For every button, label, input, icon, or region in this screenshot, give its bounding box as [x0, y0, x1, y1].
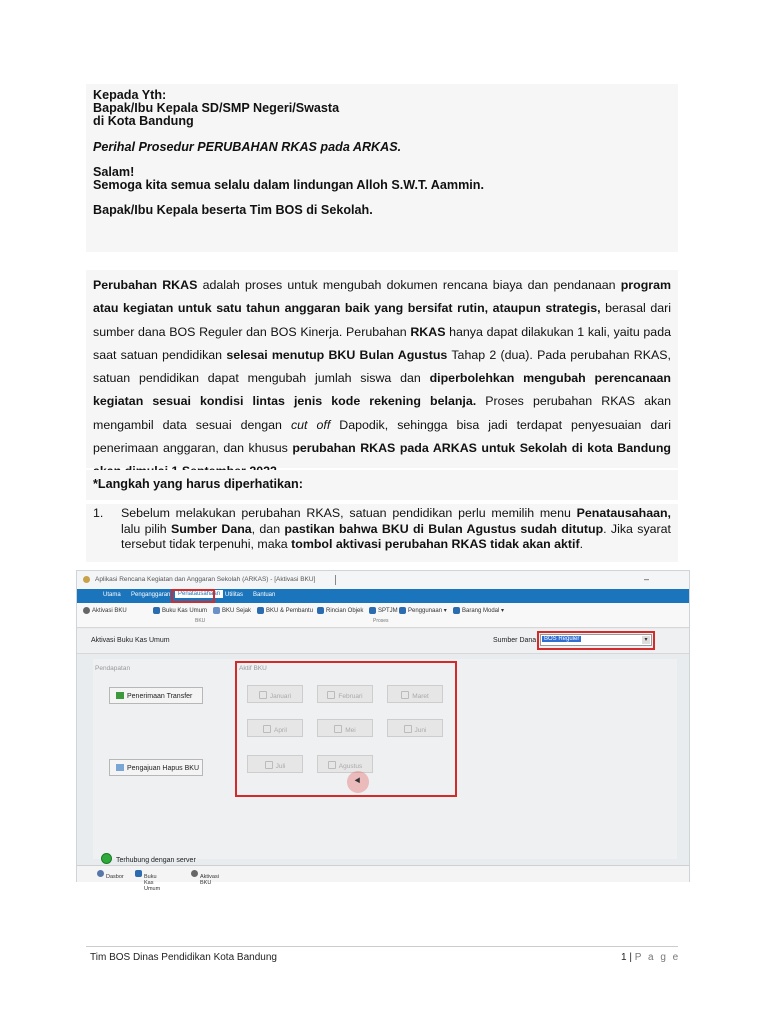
step-text: [121, 506, 671, 553]
taskbar-dasbor[interactable]: Dasbor: [97, 870, 106, 878]
bold-segment: pastikan bahwa BKU di Bulan Agustus sudah ditutup: [284, 521, 604, 536]
toolbar-bku-sejak[interactable]: BKU Sejak: [213, 607, 251, 614]
taskbar-buku-kas-umum[interactable]: Buku Kas Umum: [135, 870, 144, 878]
menu-utilitas[interactable]: Utilitas: [225, 592, 244, 598]
text-segment: Proses perubahan RKAS akan mengambil data sesuai dengan: [93, 394, 671, 432]
text-segment: berasal dari sumber dana BOS Reguler dan BOS Kinerja. Perubahan: [93, 301, 672, 339]
toolbar-sptjm[interactable]: SPTJM: [369, 607, 398, 614]
menu-bantuan[interactable]: Bantuan: [253, 592, 276, 598]
window-title: Aplikasi Rencana Kegiatan dan Anggaran Sekolah (ARKAS) - [Aktivasi BKU]: [95, 576, 316, 583]
highlight-penatausahaan: [171, 589, 215, 603]
recipient-line-3: di Kota Bandung: [93, 114, 194, 129]
menu-penganggaran[interactable]: Penganggaran: [131, 592, 171, 598]
month-button-februari[interactable]: Februari: [317, 685, 373, 703]
window-titlebar: [77, 571, 689, 589]
month-button-maret[interactable]: Maret: [387, 685, 443, 703]
address-line: Bapak/Ibu Kepala beserta Tim BOS di Sekolah.: [93, 203, 373, 218]
greeting: Salam!: [93, 164, 135, 179]
connection-status: [101, 853, 196, 864]
menu-penatausahaan[interactable]: Penatausahaan: [175, 590, 223, 598]
text-segment: .: [579, 537, 584, 551]
toolbar-group-bku: BKU: [195, 618, 206, 624]
month-button-april[interactable]: April: [247, 719, 303, 737]
pendapatan-label: Pendapatan: [95, 665, 131, 672]
month-button-mei[interactable]: Mei: [317, 719, 373, 737]
chevron-down-icon[interactable]: ▾: [642, 636, 650, 644]
footer-divider: [86, 946, 678, 947]
toolbar-penggunaan[interactable]: Penggunaan ▾: [399, 607, 447, 614]
text-segment: hanya dapat dilakukan 1 kali, yaitu pada saat satuan pendidikan: [93, 324, 671, 362]
minimize-icon[interactable]: –: [643, 574, 649, 584]
title-separator: [335, 575, 336, 585]
subject-line: Perihal Prosedur PERUBAHAN RKAS pada ARKAS.: [93, 139, 402, 154]
term-perubahan-rkas: Perubahan RKAS: [93, 278, 198, 292]
bottom-taskbar: [77, 865, 689, 892]
toolbar-aktivasi-bku[interactable]: Aktivasi BKU: [83, 607, 127, 614]
aktif-bku-label: Aktif BKU: [239, 665, 267, 672]
highlight-sumber-dana: [537, 631, 655, 650]
bold-segment: Sumber Dana: [170, 521, 252, 536]
page-number: 1 | P a g e: [621, 952, 681, 963]
status-text: Terhubung dengan server: [116, 857, 196, 864]
main-paragraph: [86, 270, 678, 468]
status-dot-icon: [101, 853, 112, 864]
recipient-line-2: Bapak/Ibu Kepala SD/SMP Negeri/Swasta: [93, 101, 340, 116]
month-button-juni[interactable]: Juni: [387, 719, 443, 737]
bold-segment: diperbolehkan mengubah perencanaan kegiatan sesuai kondisi lintas jenis kode rekening belanja.: [93, 371, 671, 409]
sumber-dana-label: Sumber Dana: [493, 637, 537, 644]
italic-segment: cut off: [290, 417, 331, 432]
text-segment: Tahap 2 (dua). Pada perubahan RKAS, satuan pendidikan dapat mengubah jumlah siswa dan: [93, 347, 671, 386]
text-segment: adalah proses untuk mengubah dokumen rencana biaya dan pendanaan: [197, 278, 621, 292]
page-title: Aktivasi Buku Kas Umum: [91, 637, 170, 644]
month-button-januari[interactable]: Januari: [247, 685, 303, 703]
arkas-screenshot: [76, 570, 690, 892]
letter-header: [86, 84, 678, 252]
toolbar-bku-pembantu[interactable]: BKU & Pembantu: [257, 607, 313, 614]
taskbar-aktivasi-bku[interactable]: Aktivasi BKU: [191, 870, 200, 878]
app-icon: [83, 576, 90, 583]
text-segment: , dan: [251, 521, 285, 536]
toolbar-barang-modal[interactable]: Barang Modal ▾: [453, 607, 504, 614]
bold-segment: program atau kegiatan untuk satu tahun anggaran baik yang bersifat rutin, ataupun strategis,: [93, 278, 671, 316]
text-segment: Sebelum melakukan perubahan RKAS, satuan pendidikan perlu memilih menu: [121, 506, 577, 520]
toolbar-rincian-objek[interactable]: Rincian Objek: [317, 607, 363, 614]
text-segment: . Jika syarat tersebut tidak terpenuhi, maka: [121, 521, 671, 551]
bold-segment: selesai menutup BKU Bulan Agustus: [226, 347, 448, 362]
recipient-line-1: Kepada Yth:: [93, 88, 167, 102]
step-number: 1.: [93, 506, 104, 520]
sumber-dana-value: BOS Reguler: [544, 636, 580, 642]
toolbar-group-proses: Proses: [373, 618, 389, 624]
menu-bar: [77, 589, 689, 603]
menu-utama[interactable]: Utama: [103, 592, 121, 598]
toolbar-buku-kas-umum[interactable]: Buku Kas Umum: [153, 607, 207, 614]
penerimaan-transfer-button[interactable]: Penerimaan Transfer: [109, 687, 203, 704]
text-segment: Dapodik, sehingga bisa jadi terdapat penyesuaian dari penerimaan anggaran, dan khusus: [93, 417, 672, 456]
step-1: [86, 504, 678, 562]
footer-text: Tim BOS Dinas Pendidikan Kota Bandung: [90, 952, 277, 963]
mouse-cursor-icon: [347, 771, 369, 793]
month-button-agustus[interactable]: Agustus: [317, 755, 373, 773]
bold-segment: tombol aktivasi perubahan RKAS tidak akan aktif: [291, 537, 580, 551]
bold-segment: perubahan RKAS pada ARKAS untuk Sekolah di kota Bandung: [292, 441, 671, 456]
toolbar: [77, 603, 689, 628]
text-segment: lalu pilih: [121, 521, 171, 536]
pengajuan-hapus-bku-button[interactable]: Pengajuan Hapus BKU: [109, 759, 203, 776]
bold-segment: RKAS: [410, 324, 446, 339]
steps-heading: *Langkah yang harus diperhatikan:: [86, 470, 678, 500]
bold-segment: Penatausahaan,: [576, 506, 671, 520]
month-button-juli[interactable]: Juli: [247, 755, 303, 773]
blessing: Semoga kita semua selalu dalam lindungan Alloh S.W.T. Aammin.: [93, 178, 484, 193]
